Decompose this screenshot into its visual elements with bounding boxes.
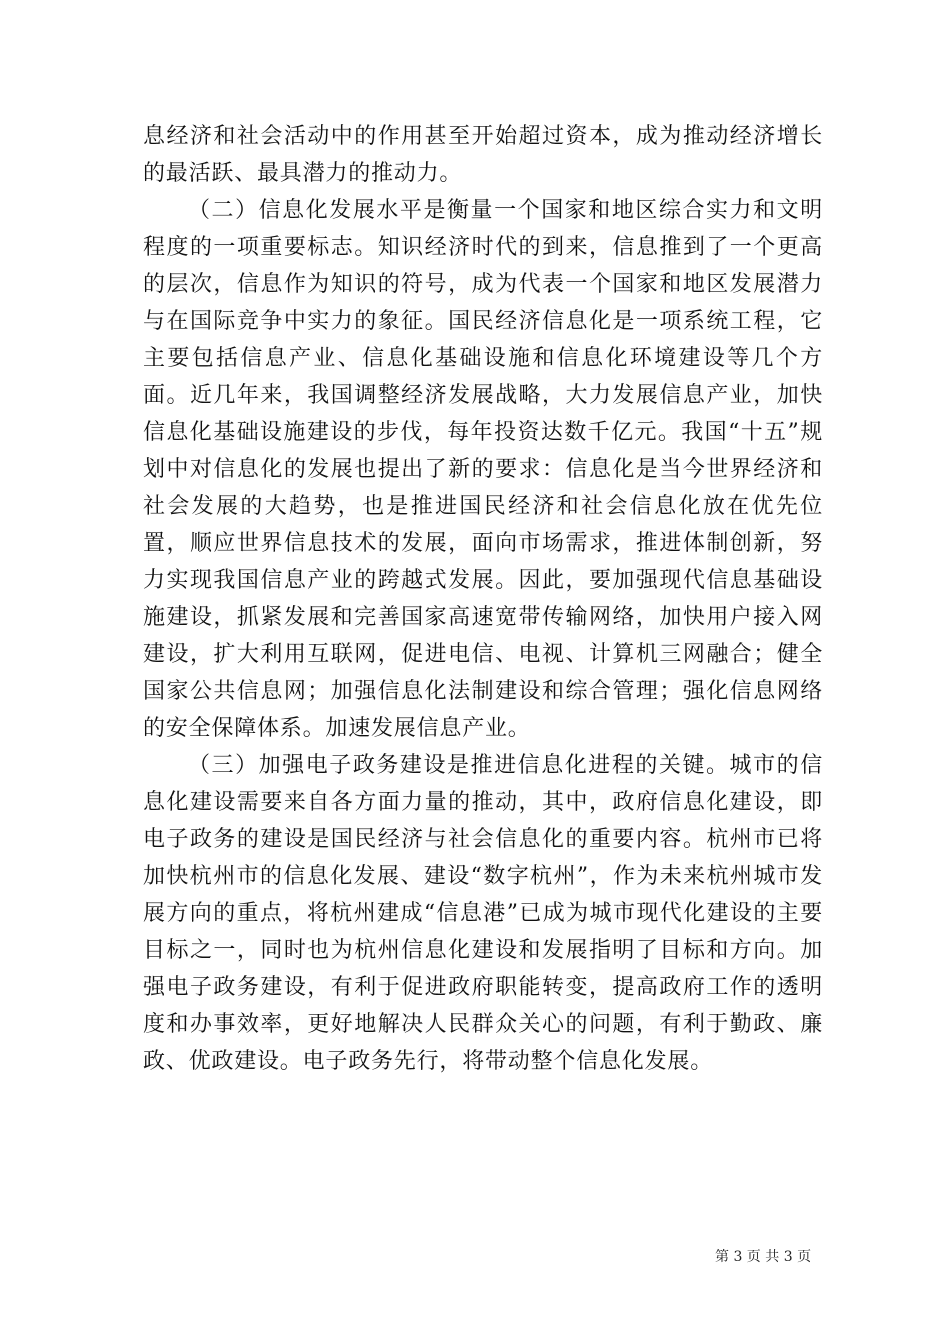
page-number-footer: 第 3 页 共 3 页 [715, 1249, 812, 1265]
document-body [143, 118, 823, 1080]
paragraph-section-2: （二）信息化发展水平是衡量一个国家和地区综合实力和文明程度的一项重要标志。知识经济时代的到来，信息推到了一个更高的层次，信息作为知识的符号，成为代表一个国家和地区发展潜力与在国际竞争中实力的象征。国民经济信息化是一项系统工程，它主要包括信息产业、信息化基础设施和信息化环境建设等几个方面。近几年来，我国调整经济发展战略，大力发展信息产业，加快信息化基础设施建设的步伐，每年投资达数千亿元。我国“十五”规划中对信息化的发展也提出了新的要求：信息化是当今世界经济和社会发展的大趋势，也是推进国民经济和社会信息化放在优先位置，顺应世界信息技术的发展，面向市场需求，推进体制创新，努力实现我国信息产业的跨越式发展。因此，要加强现代信息基础设施建设，抓紧发展和完善国家高速宽带传输网络，加快用户接入网建设，扩大利用互联网，促进电信、电视、计算机三网融合；健全国家公共信息网；加强信息化法制建设和综合管理；强化信息网络的安全保障体系。加速发展信息产业。 [143, 198, 823, 741]
paragraph-continued: 息经济和社会活动中的作用甚至开始超过资本，成为推动经济增长的最活跃、最具潜力的推动力。 [143, 124, 823, 186]
paragraph-section-3: （三）加强电子政务建设是推进信息化进程的关键。城市的信息化建设需要来自各方面力量的推动，其中，政府信息化建设，即电子政务的建设是国民经济与社会信息化的重要内容。杭州市已将加快杭州市的信息化发展、建设“数字杭州”，作为未来杭州城市发展方向的重点，将杭州建成“信息港”已成为城市现代化建设的主要目标之一，同时也为杭州信息化建设和发展指明了目标和方向。加强电子政务建设，有利于促进政府职能转变，提高政府工作的透明度和办事效率，更好地解决人民群众关心的问题，有利于勤政、廉政、优政建设。电子政务先行，将带动整个信息化发展。 [143, 753, 823, 1074]
